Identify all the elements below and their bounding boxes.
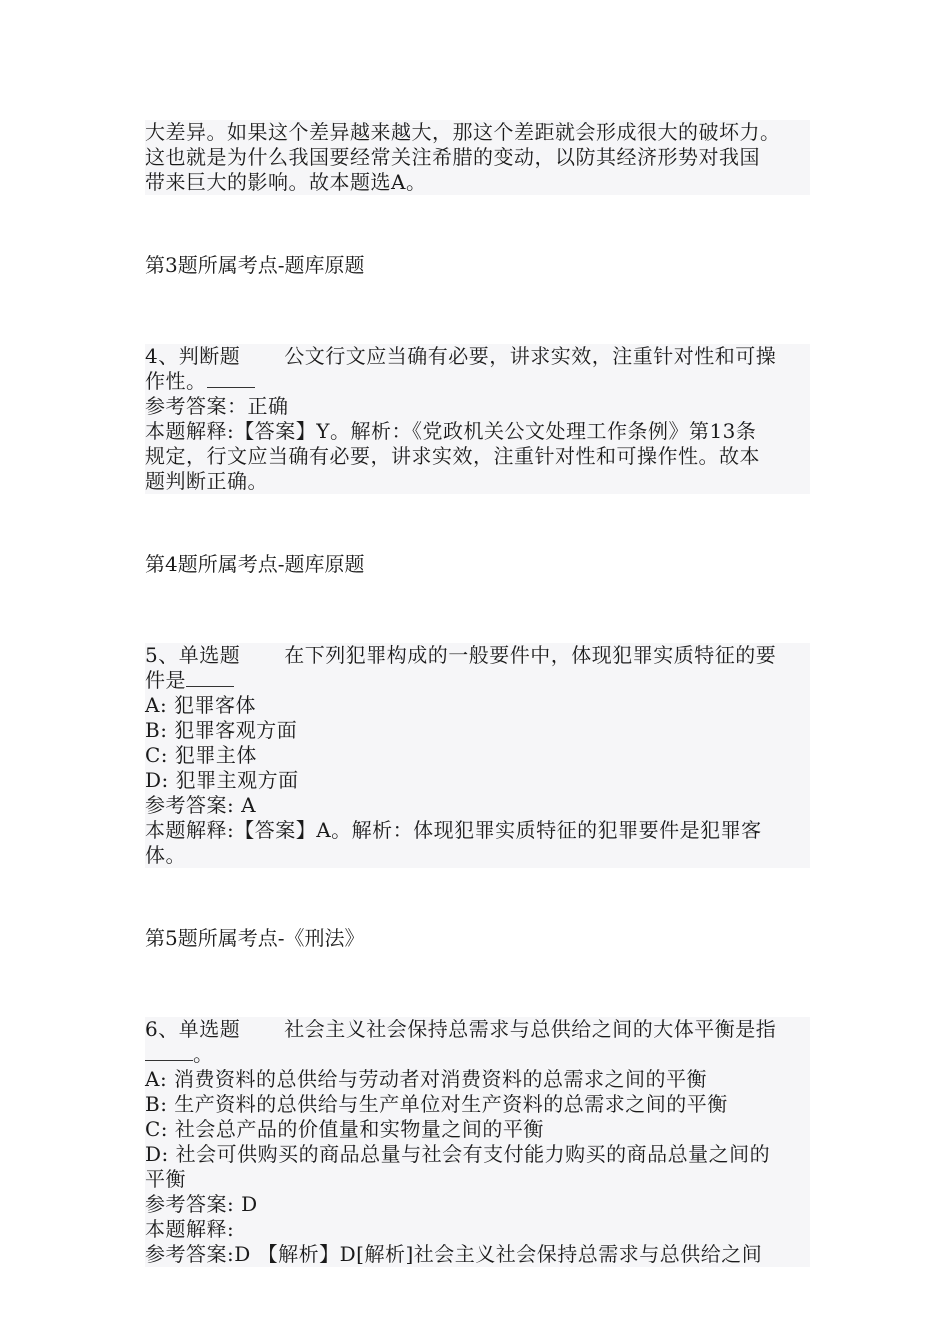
explanation-line: 本题解释:【答案】Y。解析：《党政机关公文处理工作条例》第13条 bbox=[145, 419, 757, 443]
option-c: C: 犯罪主体 bbox=[145, 743, 257, 767]
option-d: D: 社会可供购买的商品总量与社会有支付能力购买的商品总量之间的 bbox=[145, 1142, 771, 1166]
explanation-continued bbox=[145, 120, 810, 195]
question-stem-line bbox=[145, 1042, 810, 1067]
explanation-line: 参考答案:D 【解析】D[解析]社会主义社会保持总需求与总供给之间 bbox=[145, 1242, 763, 1266]
option-c: C: 社会总产品的价值量和实物量之间的平衡 bbox=[145, 1117, 544, 1141]
reference-answer: 参考答案: A bbox=[145, 793, 257, 817]
explanation-line: 题判断正确。 bbox=[145, 469, 268, 493]
question-number: 4、判断题 bbox=[145, 344, 241, 368]
question-stem-line bbox=[145, 1017, 810, 1042]
topic-label-q5: 第5题所属考点-《刑法》 bbox=[145, 926, 365, 950]
option-b: B: 生产资料的总供给与生产单位对生产资料的总需求之间的平衡 bbox=[145, 1092, 728, 1116]
question-stem-line bbox=[145, 668, 810, 693]
reference-answer: 参考答案：正确 bbox=[145, 394, 289, 418]
text-line: 大差异。如果这个差异越来越大，那这个差距就会形成很大的破坏力。 bbox=[145, 120, 781, 144]
question-stem-line bbox=[145, 643, 810, 668]
question-6 bbox=[145, 1017, 810, 1267]
answer-blank bbox=[145, 1042, 193, 1061]
question-stem: 公文行文应当确有必要，讲求实效，注重针对性和可操 bbox=[284, 344, 777, 368]
explanation-line: 本题解释:【答案】A。解析：体现犯罪实质特征的犯罪要件是犯罪客 bbox=[145, 818, 762, 842]
question-5 bbox=[145, 643, 810, 868]
question-stem: 在下列犯罪构成的一般要件中，体现犯罪实质特征的要 bbox=[284, 643, 777, 667]
reference-answer: 参考答案: D bbox=[145, 1192, 258, 1216]
question-stem: 件是 bbox=[145, 668, 186, 692]
option-b: B: 犯罪客观方面 bbox=[145, 718, 298, 742]
question-4 bbox=[145, 344, 810, 494]
question-number: 6、单选题 bbox=[145, 1017, 241, 1041]
question-number: 5、单选题 bbox=[145, 643, 241, 667]
option-d-continued: 平衡 bbox=[145, 1167, 186, 1191]
text-line: 这也就是为什么我国要经常关注希腊的变动，以防其经济形势对我国 bbox=[145, 145, 760, 169]
question-stem: 社会主义社会保持总需求与总供给之间的大体平衡是指 bbox=[284, 1017, 777, 1041]
question-stem: 。 bbox=[193, 1042, 214, 1066]
explanation-line: 规定，行文应当确有必要，讲求实效，注重针对性和可操作性。故本 bbox=[145, 444, 760, 468]
document-page bbox=[145, 120, 810, 1267]
answer-blank bbox=[186, 668, 234, 687]
text-line: 带来巨大的影响。故本题选A。 bbox=[145, 170, 427, 194]
topic-label-q3: 第3题所属考点-题库原题 bbox=[145, 253, 365, 277]
question-stem-line bbox=[145, 369, 810, 394]
explanation-label: 本题解释: bbox=[145, 1217, 235, 1241]
answer-blank bbox=[207, 369, 255, 388]
question-stem-line bbox=[145, 344, 810, 369]
explanation-line: 体。 bbox=[145, 843, 186, 867]
option-a: A: 消费资料的总供给与劳动者对消费资料的总需求之间的平衡 bbox=[145, 1067, 708, 1091]
option-d: D: 犯罪主观方面 bbox=[145, 768, 299, 792]
question-stem: 作性。 bbox=[145, 369, 207, 393]
option-a: A: 犯罪客体 bbox=[145, 693, 257, 717]
topic-label-q4: 第4题所属考点-题库原题 bbox=[145, 552, 365, 576]
